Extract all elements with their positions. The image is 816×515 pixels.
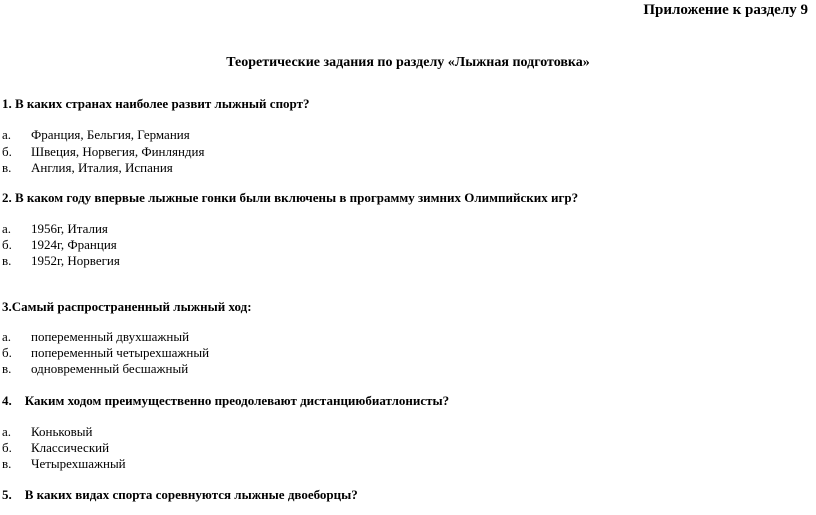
option-text: 1952г, Норвегия [31, 253, 120, 268]
option-letter: а. [2, 424, 12, 439]
question-5: 5. В каких видах спорта соревнуются лыжные двоеборцы? [2, 487, 358, 502]
option-text: попеременный двухшажный [31, 329, 190, 344]
question-4: 4. Каким ходом преимущественно преодолевают дистанциюбиатлонисты? [2, 393, 450, 408]
option-letter: а. [2, 221, 12, 236]
option-letter: в. [2, 253, 12, 268]
option-text: Классический [31, 440, 110, 455]
question-1: 1. В каких странах наиболее развит лыжный спорт? [2, 96, 310, 111]
option-letter: б. [2, 345, 12, 360]
option-letter: б. [2, 144, 12, 159]
option-text: Англия, Италия, Испания [31, 160, 173, 175]
option-letter: б. [2, 237, 12, 252]
option-letter: а. [2, 127, 12, 142]
option-text: одновременный бесшажный [31, 361, 189, 376]
option-letter: б. [2, 440, 12, 455]
option-text: Франция, Бельгия, Германия [31, 127, 190, 142]
question-2: 2. В каком году впервые лыжные гонки были включены в программу зимних Олимпийских игр? [2, 190, 579, 205]
option-letter: а. [2, 329, 12, 344]
option-text: Швеция, Норвегия, Финляндия [31, 144, 205, 159]
option-text: Четырехшажный [31, 456, 126, 471]
option-text: попеременный четырехшажный [31, 345, 210, 360]
option-letter: в. [2, 361, 12, 376]
question-3: 3.Самый распространенный лыжный ход: [2, 299, 252, 314]
option-letter: в. [2, 160, 12, 175]
option-letter: в. [2, 456, 12, 471]
appendix-label: Приложение к разделу 9 [643, 2, 808, 18]
option-text: 1924г, Франция [31, 237, 117, 252]
option-text: 1956г, Италия [31, 221, 108, 236]
document-title: Теоретические задания по разделу «Лыжная подготовка» [226, 55, 590, 70]
option-text: Коньковый [31, 424, 93, 439]
